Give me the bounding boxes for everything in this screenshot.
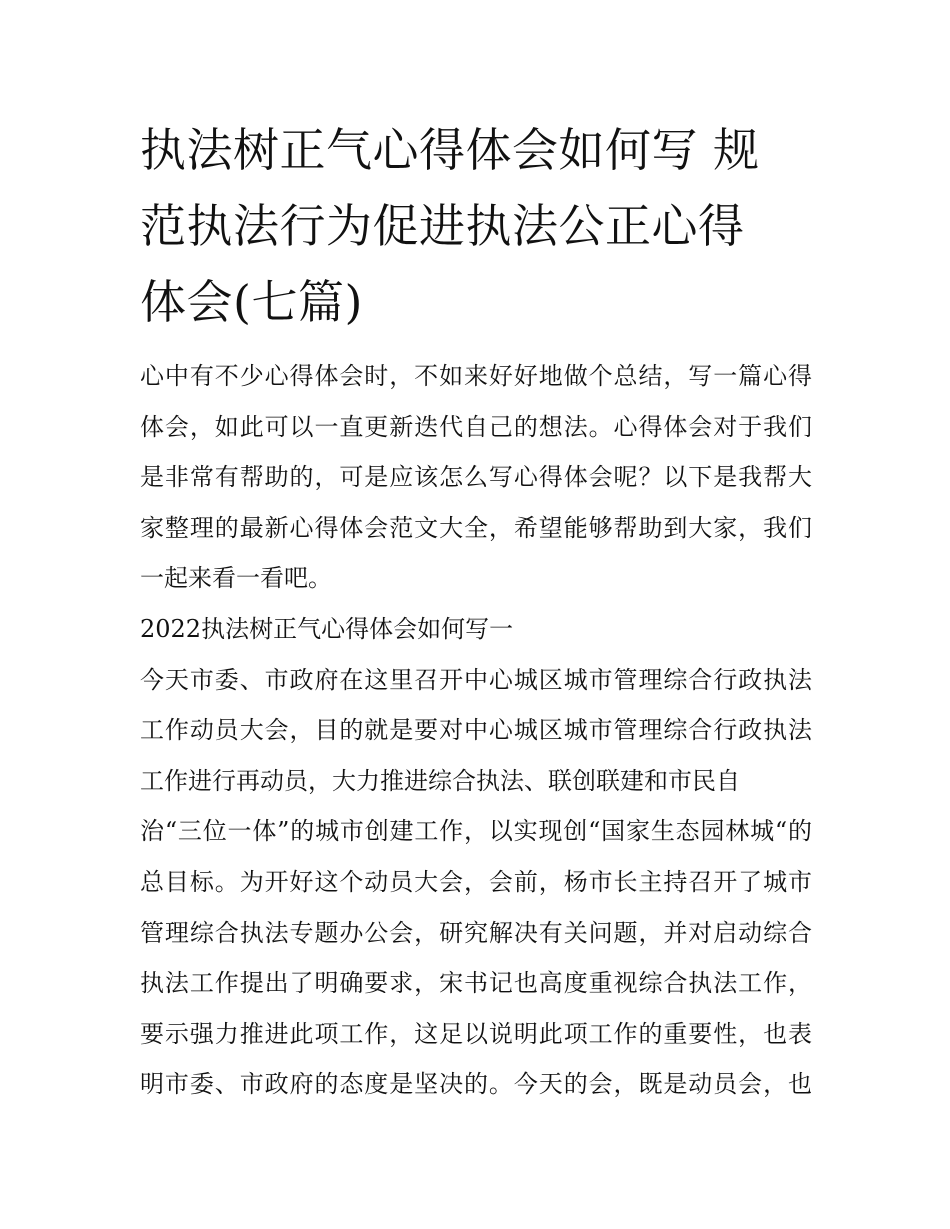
body-paragraph [140,655,812,1110]
paragraph-line: 治“三位一体”的城市创建工作，以实现创“国家生态园林城“的 [140,817,812,846]
document-title [140,112,812,340]
paragraph-line: 明市委、市政府的态度是坚决的。今天的会，既是动员会，也 [140,1070,812,1099]
paragraph-line: 工作进行再动员，大力推进综合执法、联创联建和市民自 [140,766,740,795]
paragraph-line: 总目标。为开好这个动员大会，会前，杨市长主持召开了城市 [140,867,812,896]
paragraph-line: 今天市委、市政府在这里召开中心城区城市管理综合行政执法 [140,665,812,694]
title-line: 范执法行为促进执法公正心得 [140,199,745,253]
section-heading: 2022执法树正气心得体会如何写一 [140,614,514,643]
document-page [140,112,812,1110]
document-body [140,351,812,1110]
paragraph-line: 工作动员大会，目的就是要对中心城区城市管理综合行政执法 [140,716,812,745]
title-line: 执法树正气心得体会如何写 规 [140,123,760,177]
paragraph-line: 体会，如此可以一直更新迭代自己的想法。心得体会对于我们 [140,412,812,441]
paragraph-line: 执法工作提出了明确要求，宋书记也高度重视综合执法工作， [140,969,812,998]
intro-paragraph [140,351,812,604]
paragraph-line: 家整理的最新心得体会范文大全，希望能够帮助到大家，我们 [140,513,812,542]
paragraph-line: 一起来看一看吧。 [140,564,332,593]
paragraph-line: 心中有不少心得体会时，不如来好好地做个总结，写一篇心得 [140,362,812,390]
paragraph-line: 要示强力推进此项工作，这足以说明此项工作的重要性，也表 [140,1019,812,1048]
paragraph-line: 管理综合执法专题办公会，研究解决有关问题，并对启动综合 [140,918,812,947]
title-line: 体会(七篇) [140,275,363,329]
paragraph-line: 是非常有帮助的，可是应该怎么写心得体会呢？以下是我帮大 [140,463,812,492]
